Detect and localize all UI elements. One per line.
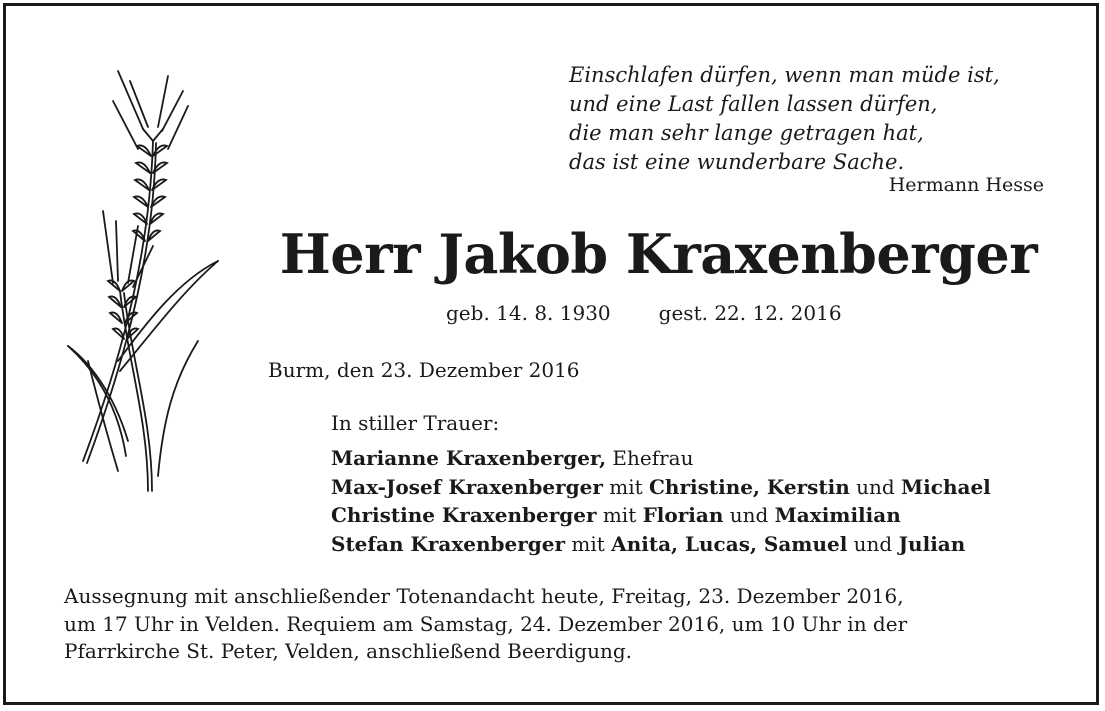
family-name: Stefan Kraxenberger	[331, 531, 566, 556]
family-connector: mit	[596, 503, 643, 527]
family-member-line	[331, 473, 991, 502]
family-name: Marianne Kraxenberger,	[331, 446, 607, 470]
obituary-notice	[3, 3, 1099, 705]
place-date: Burm, den 23. Dezember 2016	[268, 358, 580, 382]
family-name: Michael	[901, 474, 991, 499]
birth-date: geb. 14. 8. 1930	[446, 301, 611, 325]
family-connector: mit	[602, 474, 650, 499]
family-connector: und	[849, 474, 902, 499]
poem-line: und eine Last fallen lassen dürfen,	[569, 92, 938, 116]
family-name: Julian	[898, 531, 966, 556]
poem-line: Einschlafen dürfen, wenn man müde ist,	[569, 63, 1000, 87]
family-connector: mit	[565, 531, 612, 556]
funeral-notice	[64, 583, 1054, 666]
poem-quote	[569, 61, 1049, 177]
family-member-line	[331, 444, 991, 473]
wheat-ears-icon	[58, 61, 228, 501]
mourning-label: In stiller Trauer:	[331, 411, 500, 435]
family-name: Christine Kraxenberger	[331, 503, 597, 527]
life-dates	[446, 301, 842, 325]
notice-line: um 17 Uhr in Velden. Requiem am Samstag, 24. Dezember 2016, um 10 Uhr in der	[64, 611, 908, 636]
poem-line: das ist eine wunderbare Sache.	[569, 150, 905, 174]
notice-line: Aussegnung mit anschließender Totenandacht heute, Freitag, 23. Dezember 2016,	[64, 584, 904, 608]
family-member-line	[331, 530, 991, 559]
family-name: Maximilian	[774, 503, 901, 527]
deceased-name: Herr Jakob Kraxenberger	[279, 222, 1038, 286]
notice-line: Pfarrkirche St. Peter, Velden, anschließend Beerdigung.	[64, 639, 632, 663]
poem-author: Hermann Hesse	[888, 174, 1044, 196]
family-name: Max-Josef Kraxenberger	[331, 474, 603, 499]
family-name: Florian	[642, 503, 724, 527]
family-member-line	[331, 501, 991, 530]
family-name: Anita, Lucas, Samuel	[611, 531, 848, 556]
family-name: Christine, Kerstin	[649, 474, 850, 499]
death-date: gest. 22. 12. 2016	[658, 301, 842, 325]
family-connector: und	[847, 531, 899, 556]
family-list	[331, 444, 991, 558]
poem-line: die man sehr lange getragen hat,	[569, 121, 924, 145]
family-connector: und	[723, 503, 775, 527]
family-connector: Ehefrau	[606, 446, 694, 470]
